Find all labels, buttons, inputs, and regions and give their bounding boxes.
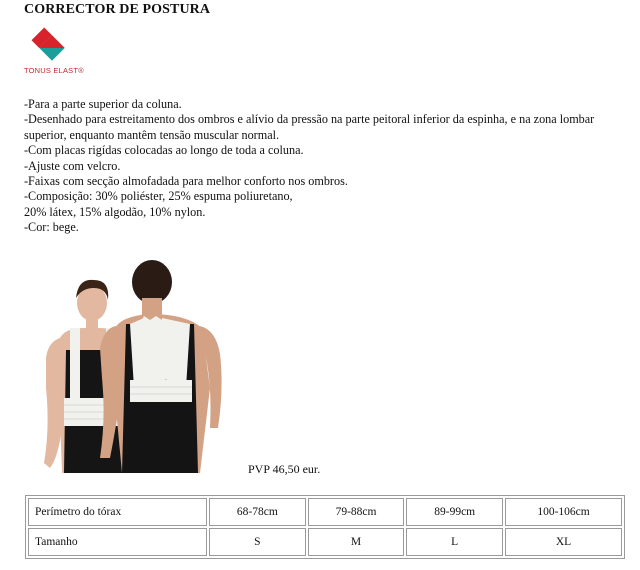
row-label: Perímetro do tórax: [28, 498, 207, 526]
description-line: -Composição: 30% poliéster, 25% espuma poliuretano,: [24, 189, 293, 204]
description-line: -Faixas com secção almofadada para melhor conforto nos ombros.: [24, 174, 348, 189]
table-cell: 68-78cm: [209, 498, 306, 526]
table-cell: 79-88cm: [308, 498, 405, 526]
description-line: -Com placas rigídas colocadas ao longo de toda a coluna.: [24, 143, 304, 158]
description-line: -Para a parte superior da coluna.: [24, 97, 182, 111]
logo-brand: TONUS ELAST: [24, 66, 79, 75]
product-photo: [40, 258, 240, 478]
logo-registered: ®: [78, 66, 84, 75]
description-line: 20% látex, 15% algodão, 10% nylon.: [24, 204, 206, 219]
description-line: -Ajuste com velcro.: [24, 158, 121, 173]
table-row: [28, 528, 622, 556]
price: PVP 46,50 eur.: [248, 462, 321, 476]
table-cell: 100-106cm: [505, 498, 622, 526]
table-cell: S: [209, 528, 306, 556]
description-line: -Desenhado para estreitamento dos ombros e alívio da pressão na parte peitoral inferior da espinha, e na zona lombar superior, enquanto mantêm tensão muscular normal.: [24, 112, 595, 142]
table-cell: XL: [505, 528, 622, 556]
table-cell: 89-99cm: [406, 498, 503, 526]
row-label: Tamanho: [28, 528, 207, 556]
product-description: [24, 97, 604, 236]
size-table: [25, 495, 625, 559]
description-line: -Cor: bege.: [24, 220, 79, 235]
logo-text: [24, 66, 84, 75]
table-cell: M: [308, 528, 405, 556]
table-row: [28, 498, 622, 526]
table-cell: L: [406, 528, 503, 556]
page-title: CORRECTOR DE POSTURA: [24, 2, 211, 17]
